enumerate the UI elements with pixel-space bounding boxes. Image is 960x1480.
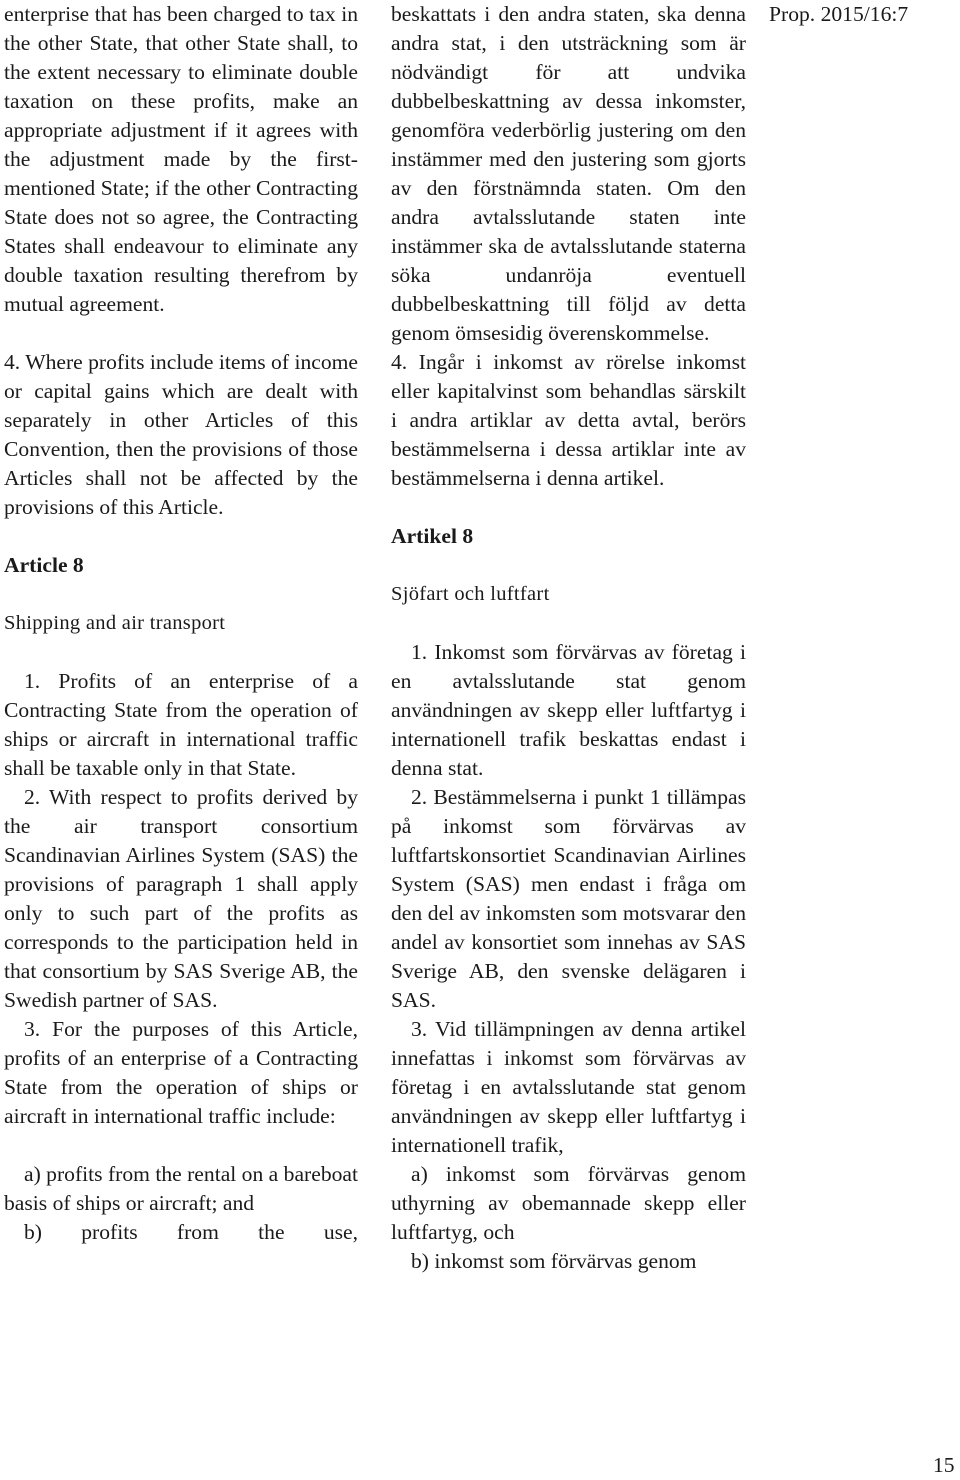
english-item-b: b) profits from the use, — [24, 1220, 358, 1244]
swedish-article-heading: Artikel 8 — [391, 524, 474, 548]
swedish-article8-para-3: 3. Vid tillämpningen av denna artikel innefattas i inkomst som förvärvas av företag i en avtalsslutande stat genom användningen av skepp eller luftfartyg i internationell trafik, — [391, 1017, 746, 1157]
english-item-a: a) profits from the rental on a bareboat basis of ships or aircraft; and — [4, 1162, 358, 1215]
english-paragraph-4: 4. Where profits include items of income or capital gains which are dealt with separately in other Articles of this Convention, then the provisions of those Articles shall not be affected by the provisions of this Article. — [4, 350, 358, 519]
swedish-item-b: b) inkomst som förvärvas genom — [411, 1249, 697, 1273]
english-article-heading: Article 8 — [4, 553, 84, 577]
swedish-article8-para-2: 2. Bestämmelserna i punkt 1 tillämpas på inkomst som förvärvas av luftfartskonsortiet Scandinavian Airlines System (SAS) men endast i fråga om den del av inkomsten som motsvarar den andel av konsortiet som innehas av SAS Sverige AB, den svenske delägaren i SAS. — [391, 785, 746, 1012]
english-continued-paragraph: enterprise that has been charged to tax in the other State, that other State shall, to the extent necessary to eliminate double taxation on these profits, make an appropriate adjustment if it agrees with the adjustment made by the first-mentioned State; if the other Contracting State does not so agree, the Contracting States shall endeavour to eliminate any double taxation resulting therefrom by mutual agreement. — [4, 2, 358, 316]
swedish-column — [391, 0, 746, 1276]
swedish-article-title: Sjöfart och luftfart — [391, 583, 550, 605]
swedish-continued-paragraph: beskattats i den andra staten, ska denna andra stat, i den utsträckning som är nödvändigt för att undvika dubbelbeskattning av dessa inkomster, genomföra vederbörlig justering om den instämmer med den justering som gjorts av den förstnämnda staten. Om den andra avtalsslutande staten inte instämmer ska de avtalsslutande staterna söka undanröja eventuell dubbelbeskattning till följd av detta genom ömsesidig överenskommelse. — [391, 2, 746, 345]
swedish-article8-para-1: 1. Inkomst som förvärvas av företag i en avtalsslutande stat genom användningen av skepp eller luftfartyg i internationell trafik beskattas endast i denna stat. — [391, 640, 746, 780]
page-number: 15 — [933, 1453, 955, 1477]
proposition-reference: Prop. 2015/16:7 — [769, 2, 909, 26]
english-article-title: Shipping and air transport — [4, 612, 226, 634]
swedish-paragraph-4: 4. Ingår i inkomst av rörelse inkomst eller kapitalvinst som behandlas särskilt i andra artiklar av detta avtal, berörs bestämmelserna i dessa artiklar inte av bestämmelserna i denna artikel. — [391, 350, 746, 490]
swedish-item-a: a) inkomst som förvärvas genom uthyrning av obemannade skepp eller luftfartyg, och — [391, 1162, 746, 1244]
english-article8-para-1: 1. Profits of an enterprise of a Contracting State from the operation of ships or aircraft in international traffic shall be taxable only in that State. — [4, 669, 358, 780]
english-column — [4, 0, 358, 1247]
english-article8-para-3: 3. For the purposes of this Article, profits of an enterprise of a Contracting State from the operation of ships or aircraft in international traffic include: — [4, 1017, 358, 1128]
english-article8-para-2: 2. With respect to profits derived by the air transport consortium Scandinavian Airlines System (SAS) the provisions of paragraph 1 shall apply only to such part of the profits as corresponds to the participation held in that consortium by SAS Sverige AB, the Swedish partner of SAS. — [4, 785, 358, 1012]
